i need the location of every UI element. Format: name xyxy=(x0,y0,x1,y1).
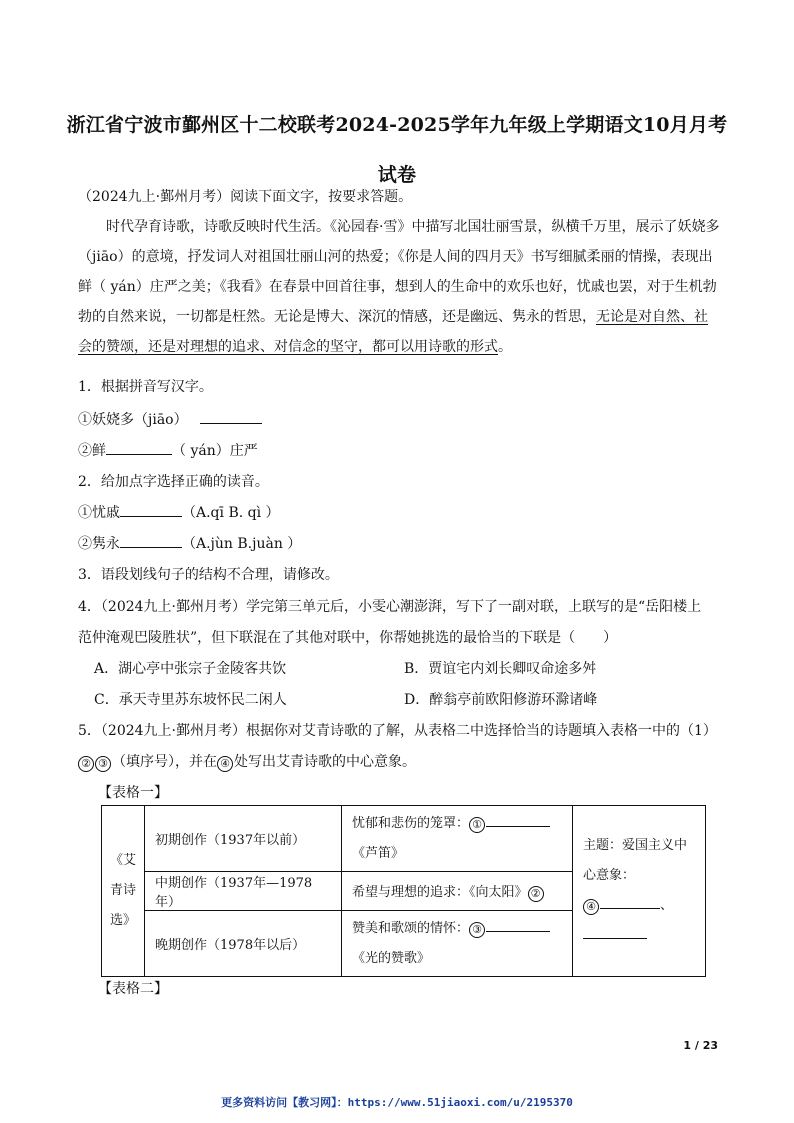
q2-stem: 2．给加点字选择正确的读音。 xyxy=(78,474,269,490)
q2-item-a xyxy=(78,502,280,522)
book-title-line: 选》 xyxy=(110,913,137,928)
theme-line1: 主题：爱国主义中 xyxy=(583,838,688,853)
q2-a-options: （A.qī B. qì ） xyxy=(182,505,280,521)
table1-heading: 【表格一】 xyxy=(98,785,168,801)
q2-b-number: ② xyxy=(78,536,92,552)
q1-a-blank[interactable] xyxy=(200,409,262,424)
q5-num-4: ④ xyxy=(217,756,233,772)
q1-a-text: 妖娆多（jiāo） xyxy=(92,412,188,428)
book-title-line: 青诗 xyxy=(110,883,137,898)
book-title-line: 《艾 xyxy=(110,853,137,868)
q1-b-number: ② xyxy=(78,443,92,459)
q1-b-blank[interactable] xyxy=(106,440,172,455)
poem-title: 《芦笛》 xyxy=(352,845,405,861)
theme-cell xyxy=(573,806,706,977)
blank-4a[interactable] xyxy=(600,894,660,909)
q2-a-number: ① xyxy=(78,505,92,521)
underlined-sentence: 无论是对自然、社会的赞颂，还是对理想的追求、对信念的坚守，都可以用诗歌的形式 xyxy=(78,309,708,355)
desc-cell xyxy=(342,806,573,872)
q2-a-blank[interactable] xyxy=(120,502,182,517)
q5-text-b: 处写出艾青诗歌的中心意象。 xyxy=(234,754,416,770)
desc-text: 忧郁和悲伤的笼罩： xyxy=(352,815,470,831)
q4-option-d[interactable]: D．醉翁亭前欧阳修游环滁诸峰 xyxy=(404,692,598,708)
period-cell: 初期创作（1937年以前） xyxy=(145,806,342,872)
q5-num-2: ② xyxy=(78,756,94,772)
q2-item-b xyxy=(78,533,301,553)
q5-stem-line2 xyxy=(78,751,416,772)
desc-cell xyxy=(342,911,573,977)
blank-3[interactable] xyxy=(486,917,550,932)
blank-1[interactable] xyxy=(486,812,550,827)
q2-b-blank[interactable] xyxy=(120,533,182,548)
q4-option-c[interactable]: C．承天寺里苏东坡怀民二闲人 xyxy=(94,692,287,708)
blank-number-2: ② xyxy=(528,886,544,902)
blank-number-3: ③ xyxy=(469,922,485,938)
table2-heading: 【表格二】 xyxy=(98,981,168,997)
desc-text: 希望与理想的追求：《向太阳》 xyxy=(352,884,528,900)
q4-option-a[interactable]: A．湖心亭中张宗子金陵客共饮 xyxy=(94,661,287,677)
blank-4b[interactable] xyxy=(583,924,647,939)
q5-stem-line1: 5．（2024九上·鄞州月考）根据你对艾青诗歌的了解，从表格二中选择恰当的诗题填入表格一中的（1） xyxy=(78,723,717,739)
q1-a-number: ① xyxy=(78,412,92,428)
blank-number-1: ① xyxy=(469,817,485,833)
footer-link[interactable]: 更多资料访问【教习网】：https://www.51jiaoxi.com/u/2195370 xyxy=(221,1096,573,1109)
theme-line2: 心意象： xyxy=(583,868,636,883)
q5-text-a: （填序号），并在 xyxy=(112,754,217,770)
table-1 xyxy=(101,805,706,977)
q1-item-a xyxy=(78,409,262,429)
passage-end: 。 xyxy=(498,339,512,355)
page-title: 浙江省宁波市鄞州区十二校联考2024-2025学年九年级上学期语文10月月考试卷 xyxy=(66,114,728,186)
q1-item-b xyxy=(78,440,258,460)
page-number: 1 / 23 xyxy=(683,1039,718,1052)
reading-passage xyxy=(78,212,720,362)
q1-stem: 1．根据拼音写汉字。 xyxy=(78,379,213,395)
q1-b-pre: 鲜 xyxy=(92,443,106,459)
q2-b-options: （A.jùn B.juàn ） xyxy=(182,536,302,552)
intro-text: （2024九上·鄞州月考）阅读下面文字，按要求答题。 xyxy=(78,189,413,205)
q3-stem: 3．语段划线句子的结构不合理，请修改。 xyxy=(78,567,339,583)
passage-text: 时代孕育诗歌，诗歌反映时代生活。《沁园春·雪》中描写北国壮丽雪景，纵横千万里，展示了妖娆多（jiāo）的意境，抒发词人对祖国壮丽山河的热爱；《你是人间的四月天》书写细腻柔丽的情操，表现出鲜（ yán）庄严之美；《我看》在春景中回首往事，想到人的生命中的欢乐也好，忧戚也罢，对于生机勃勃的自然来说，一切都是枉然。无论是博大、深沉的情感，还是幽远、隽永的哲思， xyxy=(78,219,720,325)
q4-stem-line2: 范仲淹观巴陵胜状”，但下联混在了其他对联中，你帮她挑选的最恰当的下联是（ ） xyxy=(78,630,618,646)
q4-stem-line1: 4．（2024九上·鄞州月考）学完第三单元后，小雯心潮澎湃，写下了一副对联，上联写的是“岳阳楼上 xyxy=(78,599,702,615)
poem-title: 《光的赞歌》 xyxy=(352,950,431,966)
q2-a-text: 忧戚 xyxy=(92,505,120,521)
q4-option-b[interactable]: B．贾谊宅内刘长卿叹命途多舛 xyxy=(404,661,597,677)
period-cell: 晚期创作（1978年以后） xyxy=(145,911,342,977)
blank-number-4: ④ xyxy=(583,899,599,915)
period-cell: 中期创作（1937年—1978年） xyxy=(145,872,342,911)
book-title-cell xyxy=(102,806,145,977)
q2-b-text: 隽永 xyxy=(92,536,120,552)
theme-separator: 、 xyxy=(660,898,674,913)
q5-num-3: ③ xyxy=(95,756,111,772)
desc-cell xyxy=(342,872,573,911)
q1-b-post: （ yán）庄严 xyxy=(172,443,258,459)
desc-text: 赞美和歌颂的情怀： xyxy=(352,920,470,936)
